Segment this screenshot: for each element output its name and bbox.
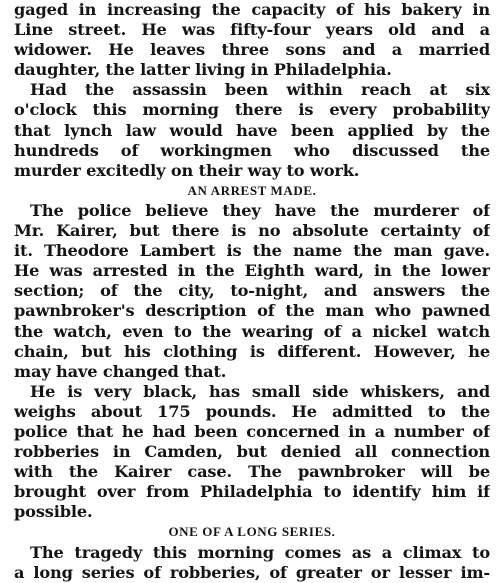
text-line: daughter, the latter living in Philadelphia. <box>14 60 392 80</box>
text-line: weighs about 175 pounds. He admitted to the <box>14 401 490 421</box>
text-line: chain, but his clothing is different. However, he <box>14 341 490 361</box>
section-heading-series: ONE OF A LONG SERIES. <box>168 524 336 540</box>
text-line: possible. <box>14 502 93 522</box>
text-line: hundreds of workingmen who discussed the <box>14 140 490 160</box>
text-line: Had the assassin been within reach at six <box>30 80 490 100</box>
text-line: section; of the city, to-night, and answers the <box>14 281 490 301</box>
paragraph-lynch-law <box>14 80 490 180</box>
text-line: police that he had been concerned in a number of <box>14 421 490 441</box>
text-line: a long series of robberies, of greater or lesser im- <box>14 562 490 582</box>
text-line: pawnbroker's description of the man who pawned <box>14 301 490 321</box>
text-line: with the Kairer case. The pawnbroker will be <box>14 462 490 482</box>
text-line: He was arrested in the Eighth ward, in the lower <box>14 261 490 281</box>
text-line: robberies in Camden, but denied all connection <box>14 442 490 462</box>
text-line: it. Theodore Lambert is the name the man gave. <box>14 241 490 261</box>
text-line: murder excitedly on their way to work. <box>14 160 360 180</box>
text-line: o'clock this morning there is every probability <box>14 100 490 120</box>
text-line: Line street. He was fifty-four years old and a <box>14 20 490 40</box>
text-line: the watch, even to the wearing of a nickel watch <box>14 321 490 341</box>
paragraph-suspect <box>14 382 490 523</box>
paragraph-tragedy <box>14 543 490 583</box>
section-heading-arrest: AN ARREST MADE. <box>187 182 317 198</box>
paragraph-police <box>14 201 490 382</box>
text-line: The tragedy this morning comes as a climax to <box>30 542 490 562</box>
text-line: widower. He leaves three sons and a married <box>14 40 490 60</box>
text-line: may have changed that. <box>14 361 227 381</box>
text-line: The police believe they have the murderer of <box>30 200 490 220</box>
text-line: Mr. Kairer, but there is no absolute certainty of <box>14 221 490 241</box>
newspaper-column <box>14 0 490 583</box>
paragraph-bakery <box>14 0 490 80</box>
text-line: brought over from Philadelphia to identify him if <box>14 482 490 502</box>
text-line: He is very black, has small side whiskers, and <box>30 381 490 401</box>
text-line: that lynch law would have been applied by the <box>14 120 490 140</box>
text-line: gaged in increasing the capacity of his bakery in <box>14 0 490 19</box>
